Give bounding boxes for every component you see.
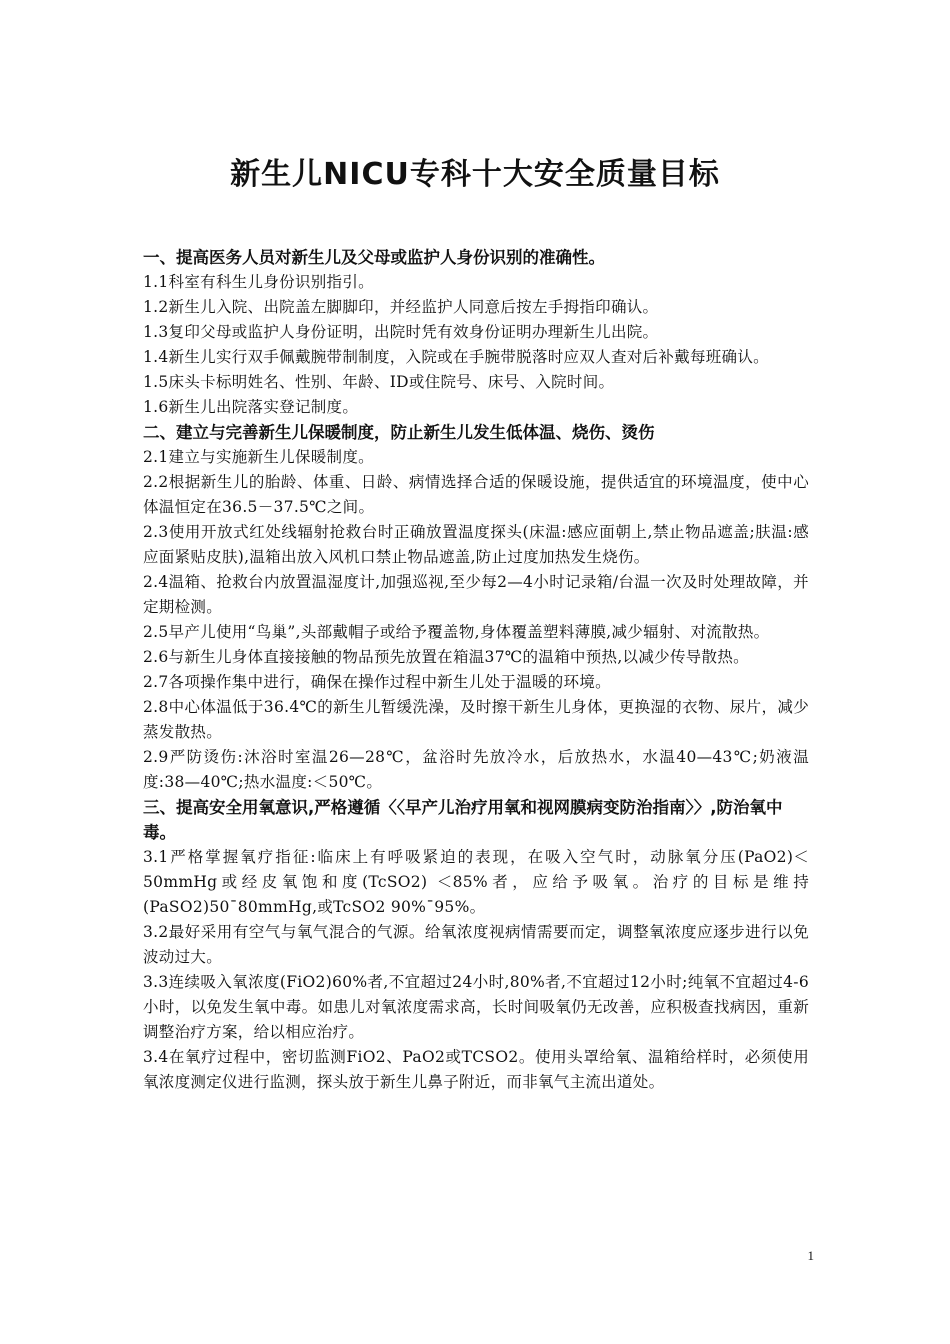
- list-item: 1.5床头卡标明姓名、性别、年龄、ID或住院号、床号、入院时间。: [143, 373, 615, 391]
- list-item: 2.8中心体温低于36.4℃的新生儿暂缓洗澡，及时擦干新生儿身体，更换湿的衣物、尿片，减少蒸发散热。: [143, 698, 809, 741]
- section-heading: 二、建立与完善新生儿保暖制度，防止新生儿发生低体温、烧伤、烫伤: [143, 423, 655, 442]
- list-item: 2.7各项操作集中进行，确保在操作过程中新生儿处于温暖的环境。: [143, 673, 611, 691]
- document-body: [143, 245, 809, 1095]
- list-item: 1.6新生儿出院落实登记制度。: [143, 398, 359, 416]
- section-oxygen: [143, 795, 809, 1095]
- list-item: 2.3使用开放式红处线辐射抢救台时正确放置温度探头(床温:感应面朝上,禁止物品遮盖;肤温:感应面紧贴皮肤),温箱出放入风机口禁止物品遮盖,防止过度加热发生烧伤。: [143, 523, 809, 566]
- list-item: 2.6与新生儿身体直接接触的物品预先放置在箱温37℃的温箱中预热,以减少传导散热。: [143, 648, 749, 666]
- list-item: 3.4在氧疗过程中，密切监测FiO2、PaO2或TCSO2。使用头罩给氧、温箱给样时，必须使用氧浓度测定仪进行监测，探头放于新生儿鼻子附近，而非氧气主流出道处。: [143, 1048, 809, 1091]
- list-item: 1.2新生儿入院、出院盖左脚脚印，并经监护人同意后按左手拇指印确认。: [143, 298, 659, 316]
- section-heading: 一、提高医务人员对新生儿及父母或监护人身份识别的准确性。: [143, 248, 605, 267]
- list-item: 2.5早产儿使用“鸟巢”,头部戴帽子或给予覆盖物,身体覆盖塑料薄膜,减少辐射、对流散热。: [143, 623, 770, 641]
- list-item: 3.1严格掌握氧疗指征:临床上有呼吸紧迫的表现，在吸入空气时，动脉氧分压(PaO2)＜50mmHg或经皮氧饱和度(TcSO2) ＜85%者，应给予吸氧。治疗的目标是维持(PaSO2)50¯80mmHg,或TcSO2 90%¯95%。: [143, 848, 809, 916]
- list-item: 1.4新生儿实行双手佩戴腕带制制度，入院或在手腕带脱落时应双人查对后补戴每班确认。: [143, 348, 769, 366]
- list-item: 2.2根据新生儿的胎龄、体重、日龄、病情选择合适的保暖设施，提供适宜的环境温度，使中心体温恒定在36.5－37.5℃之间。: [143, 473, 809, 516]
- list-item: 2.4温箱、抢救台内放置温湿度计,加强巡视,至少每2—4小时记录箱/台温一次及时处理故障，并定期检测。: [143, 573, 809, 616]
- section-warming: [143, 420, 809, 795]
- list-item: 1.3复印父母或监护人身份证明，出院时凭有效身份证明办理新生儿出院。: [143, 323, 659, 341]
- list-item: 2.1建立与实施新生儿保暖制度。: [143, 448, 374, 466]
- list-item: 2.9严防烫伤:沐浴时室温26—28℃，盆浴时先放冷水，后放热水，水温40—43℃;奶液温度:38—40℃;热水温度:＜50℃。: [143, 748, 809, 791]
- section-identity: [143, 245, 809, 420]
- page-number: 1: [807, 1248, 814, 1263]
- list-item: 3.3连续吸入氧浓度(FiO2)60%者,不宜超过24小时,80%者,不宜超过12小时;纯氧不宜超过4-6小时，以免发生氧中毒。如患儿对氧浓度需求高，长时间吸氧仍无改善，应积极查找病因，重新调整治疗方案，给以相应治疗。: [143, 973, 809, 1041]
- page-title: 新生儿NICU专科十大安全质量目标: [230, 157, 720, 192]
- list-item: 3.2最好采用有空气与氧气混合的气源。给氧浓度视病情需要而定，调整氧浓度应逐步进行以免波动过大。: [143, 923, 809, 966]
- list-item: 1.1科室有科生儿身份识别指引。: [143, 273, 374, 291]
- section-heading: 三、提高安全用氧意识,严格遵循〈〈早产儿治疗用氧和视网膜病变防治指南〉〉,防治氧中毒。: [143, 798, 783, 842]
